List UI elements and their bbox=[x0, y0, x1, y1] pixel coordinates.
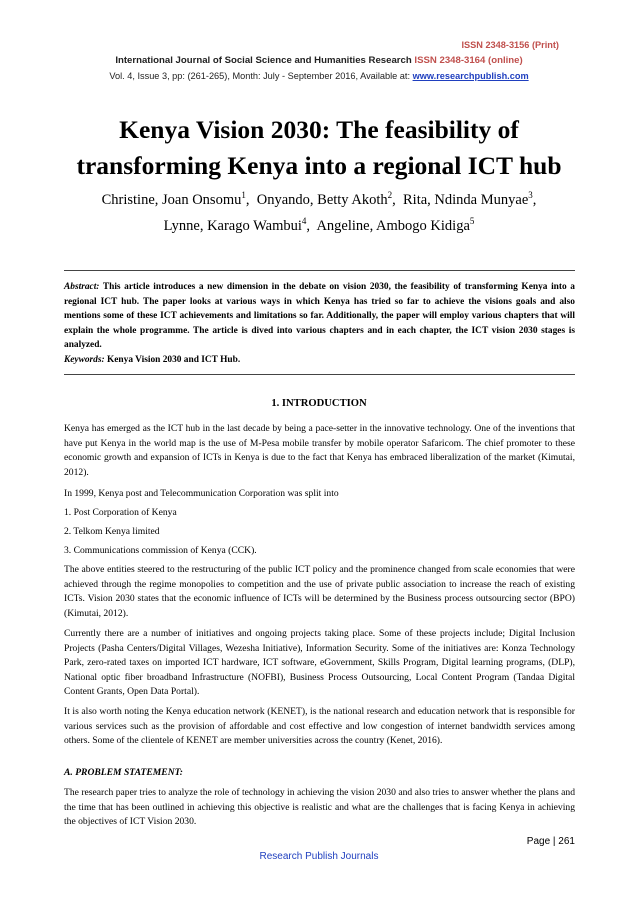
author-affiliation: 5 bbox=[469, 215, 475, 226]
intro-paragraph-4 bbox=[64, 627, 575, 700]
paper-title bbox=[40, 112, 598, 184]
author-line-1: Christine, Joan Onsomu$^1$, Onyando, Betty Akoth$^2$, Rita, Ndinda Munyae$^3$, bbox=[101, 190, 537, 208]
corporation-list-item-3 bbox=[64, 544, 575, 559]
journal-name: International Journal of Social Science and Humanities Research bbox=[115, 55, 412, 66]
abstract-bottom-rule bbox=[64, 374, 575, 375]
journal-header bbox=[0, 55, 638, 66]
abstract-top-rule bbox=[64, 270, 575, 271]
abstract bbox=[64, 280, 575, 353]
publisher-footer[interactable]: Research Publish Journals bbox=[259, 851, 379, 862]
author-affiliation: 2 bbox=[387, 190, 393, 200]
list-item: 3. Communications commission of Kenya (CCK). bbox=[64, 545, 257, 556]
problem-statement-paragraph bbox=[64, 786, 575, 830]
volume-info: Vol. 4, Issue 3, pp: (261-265), Month: July - September 2016, Available at: bbox=[109, 71, 413, 81]
author-name: Angeline, Ambogo Kidiga bbox=[316, 217, 470, 234]
list-item: 2. Telkom Kenya limited bbox=[64, 526, 160, 537]
paragraph: Currently there are a number of initiatives and ongoing projects taking place. Some of these projects include; Digital Inclusion Projects (Pasha Centers/Digital Villages, Wezesha Initiative), Information Security. Some of the initiatives are: Konza Technology Park, zero-rated taxes on imported ICT hardware, ICT software, eGovernment, Skills Program, Digital learning programs, (DLP), National optic fiber broadband Infrastructure (NOFBI), Business Process Outsourcing, Local Content Program (Tandaa Digital Content Grants, Open Data Portal). bbox=[64, 628, 575, 697]
author-affiliation: 3 bbox=[528, 190, 533, 200]
abstract-label: Abstract: bbox=[64, 282, 100, 292]
paragraph: Kenya has emerged as the ICT hub in the last decade by being a pace-setter in the innovative technology. One of the inventions that have put Kenya in the world map is the use of M-Pesa mobile transfer by mobile operator Safaricom. The chief promoter to these economic growth and expansion of ICTs in Kenya is due to the fact that Kenya has embraced liberalization of the market (Kimutai, 2012). bbox=[64, 423, 575, 478]
author-name: Lynne, Karago Wambui bbox=[163, 217, 302, 234]
paragraph: The research paper tries to analyze the role of technology in achieving the vision 2030 and also tries to answer whether the plans and the time that has been outlined in achieving this objective is realistic and what are the challenges that is facing Kenya in achieving the objectives of ICT Vision 2030. bbox=[64, 787, 575, 827]
intro-paragraph-5 bbox=[64, 705, 575, 749]
keywords-label: Keywords: bbox=[64, 355, 105, 365]
section-heading-introduction: 1. INTRODUCTION bbox=[271, 398, 367, 409]
title-line-2: transforming Kenya into a regional ICT hub bbox=[76, 151, 562, 180]
author-name: Rita, Ndinda Munyae bbox=[403, 191, 529, 208]
author-name: Christine, Joan Onsomu bbox=[101, 191, 242, 208]
volume-info-line bbox=[0, 71, 638, 81]
title-line-1: Kenya Vision 2030: The feasibility of bbox=[119, 115, 519, 144]
abstract-text: This article introduces a new dimension in the debate on vision 2030, the feasibility of transforming Kenya into a regional ICT hub. The paper looks at various ways in which Kenya has tried so far to achieve the visions goals and also mentions some of these ICT achievements and limitations so far. Additionally, the paper will employ various chapters that will explain the whole programme. The article is dived into various chapters and in each chapter, the ICT vision 2030 stages is analyzed. bbox=[64, 282, 575, 351]
author-affiliation: 1 bbox=[241, 190, 246, 200]
intro-paragraph-2 bbox=[64, 487, 575, 502]
intro-paragraph-3 bbox=[64, 563, 575, 621]
issn-online: ISSN 2348-3164 (online) bbox=[414, 55, 523, 66]
corporation-list-item-1 bbox=[64, 506, 575, 521]
paragraph: In 1999, Kenya post and Telecommunication Corporation was split into bbox=[64, 488, 339, 499]
paragraph: The above entities steered to the restructuring of the public ICT policy and the prominence changed from scale economies that were achieved through the regime monopolies to competition and the use of private public association to increase the reach of existing ICTs. Vision 2030 states that the economic influence of ICTs will be determined by the Business process outsourcing sector (BPO) (Kimutai, 2012). bbox=[64, 564, 575, 619]
page-number: Page | 261 bbox=[526, 836, 575, 847]
keywords bbox=[64, 355, 575, 365]
paragraph: It is also worth noting the Kenya education network (KENET), is the national research and education network that is responsible for various services such as the provision of affordable and cost effective and low congestion of internet bandwidth services among others. Some of the clientele of KENET are member universities across the country (Kenet, 2016). bbox=[64, 706, 575, 746]
corporation-list-item-2 bbox=[64, 525, 575, 540]
author-affiliation: 4 bbox=[301, 215, 307, 226]
author-line-2: Lynne, Karago Wambui$^4$, Angeline, Ambogo Kidiga$^5$ bbox=[163, 215, 475, 234]
keywords-text: Kenya Vision 2030 and ICT Hub. bbox=[104, 355, 241, 365]
issn-print: ISSN 2348-3156 (Print) bbox=[461, 40, 559, 50]
website-link[interactable]: www.researchpublish.com bbox=[412, 71, 529, 81]
list-item: 1. Post Corporation of Kenya bbox=[64, 507, 177, 518]
intro-paragraph-1 bbox=[64, 422, 575, 480]
problem-statement-heading: A. PROBLEM STATEMENT: bbox=[64, 767, 183, 778]
author-list bbox=[40, 185, 598, 237]
author-name: Onyando, Betty Akoth bbox=[256, 191, 388, 208]
